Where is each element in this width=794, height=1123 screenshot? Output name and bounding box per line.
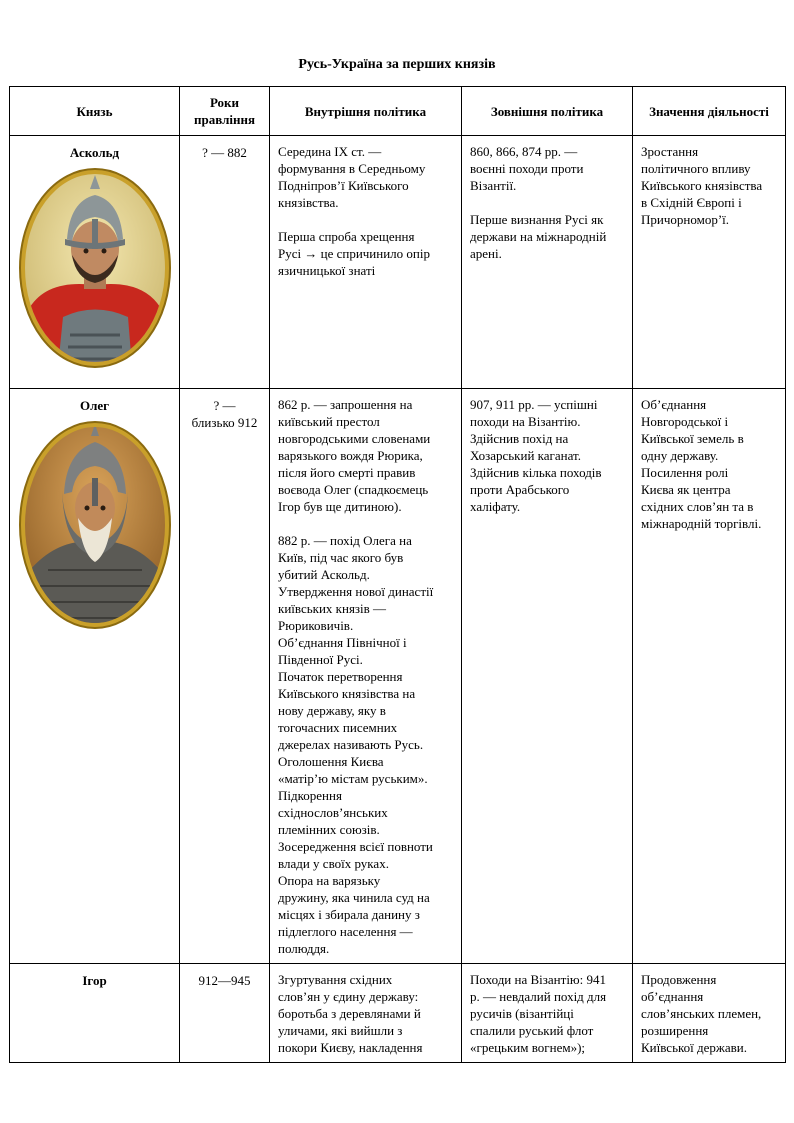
external-policy-cell	[462, 964, 633, 1063]
significance-cell	[633, 389, 786, 964]
internal-policy-text: 862 р. — запрошення на київський престол новгородськими словенами варязького вождя Рюрика, після його смерті правив воєвода Олег (спадкоємець Ігор був ще дитиною).	[278, 397, 431, 514]
askold-portrait	[18, 167, 172, 369]
reign-years: ? — 882	[202, 145, 247, 160]
prince-cell	[10, 964, 180, 1063]
prince-name: Ігор	[82, 973, 107, 988]
significance-text: Зростання політичного впливу Київського князівства в Східній Європі і Причорномор’ї.	[641, 144, 763, 227]
significance-text: Продовження об’єднання слов’янських племен, розширення Київської держави.	[641, 972, 762, 1055]
significance-cell	[633, 964, 786, 1063]
years-cell	[180, 136, 270, 389]
prince-name: Аскольд	[69, 145, 120, 160]
years-cell	[180, 964, 270, 1063]
table-row	[10, 964, 786, 1063]
significance-text: Об’єднання Новгородської і Київської земель в одну державу. Посилення ролі Києва як центра східних слов’ян та в міжнародній торгівлі.	[641, 397, 762, 531]
prince-name: Олег	[79, 398, 110, 413]
header-prince: Князь	[10, 87, 180, 136]
header-row	[10, 87, 786, 136]
external-policy-cell	[462, 136, 633, 389]
header-years: Роки правління	[180, 87, 270, 136]
oleg-portrait	[18, 420, 172, 630]
header-external: Зовнішня політика	[462, 87, 633, 136]
prince-cell	[10, 136, 180, 389]
external-policy-text: Походи на Візантію: 941 р. — невдалий похід для русичів (візантійці спалили руський флот «грецьким вогнем»);	[470, 972, 607, 1055]
reign-years: 912—945	[198, 973, 251, 988]
external-policy-text: 860, 866, 874 рр. — воєнні походи проти Візантії.	[470, 144, 584, 193]
internal-policy-cell	[270, 136, 462, 389]
significance-cell	[633, 136, 786, 389]
header-internal: Внутрішня політика	[270, 87, 462, 136]
years-cell	[180, 389, 270, 964]
internal-policy-cell	[270, 964, 462, 1063]
table-row	[10, 136, 786, 389]
internal-policy-text: Згуртування східних слов’ян у єдину державу: боротьба з деревлянами й уличами, які вийшли з покори Києву, накладення	[278, 972, 423, 1055]
external-policy-text: 907, 911 рр. — успішні походи на Візантію. Здійснив похід на Хозарський каганат. Здійснив кілька походів проти Арабського халіфату.	[470, 397, 602, 514]
prince-cell	[10, 389, 180, 964]
internal-policy-text: Середина IX ст. — формування в Середньому Подніпров’ї Київського князівства.	[278, 144, 426, 210]
internal-policy-text: 882 р. — похід Олега на Київ, під час якого був убитий Аскольд. Утвердження нової династії київських князів — Рюриковичів. Об’єднання Північної і Південної Русі. Початок перетворення Київського князівства на нову державу, яку в тогочасних писемних джерелах називають Русь. Оголошення Києва «матір’ю містам руським». Підкорення східнослов’янських племінних союзів. Зосередження всієї повноти влади у своїх руках. Опора на варязьку дружину, яка чинила суд на місцях і збирала данину з підлеглого населення — полюддя.	[278, 533, 434, 956]
princes-table	[9, 86, 786, 1063]
page-title: Русь-Україна за перших князів	[298, 57, 496, 72]
external-policy-cell	[462, 389, 633, 964]
reign-years: ? — близько 912	[191, 398, 258, 430]
internal-policy-cell	[270, 389, 462, 964]
header-significance: Значення діяльності	[633, 87, 786, 136]
external-policy-text: Перше визнання Русі як держави на міжнародній арені.	[470, 212, 607, 261]
internal-policy-text: Перша спроба хрещення Русі → це спричинило опір язичницької знаті	[278, 229, 430, 278]
table-row	[10, 389, 786, 964]
